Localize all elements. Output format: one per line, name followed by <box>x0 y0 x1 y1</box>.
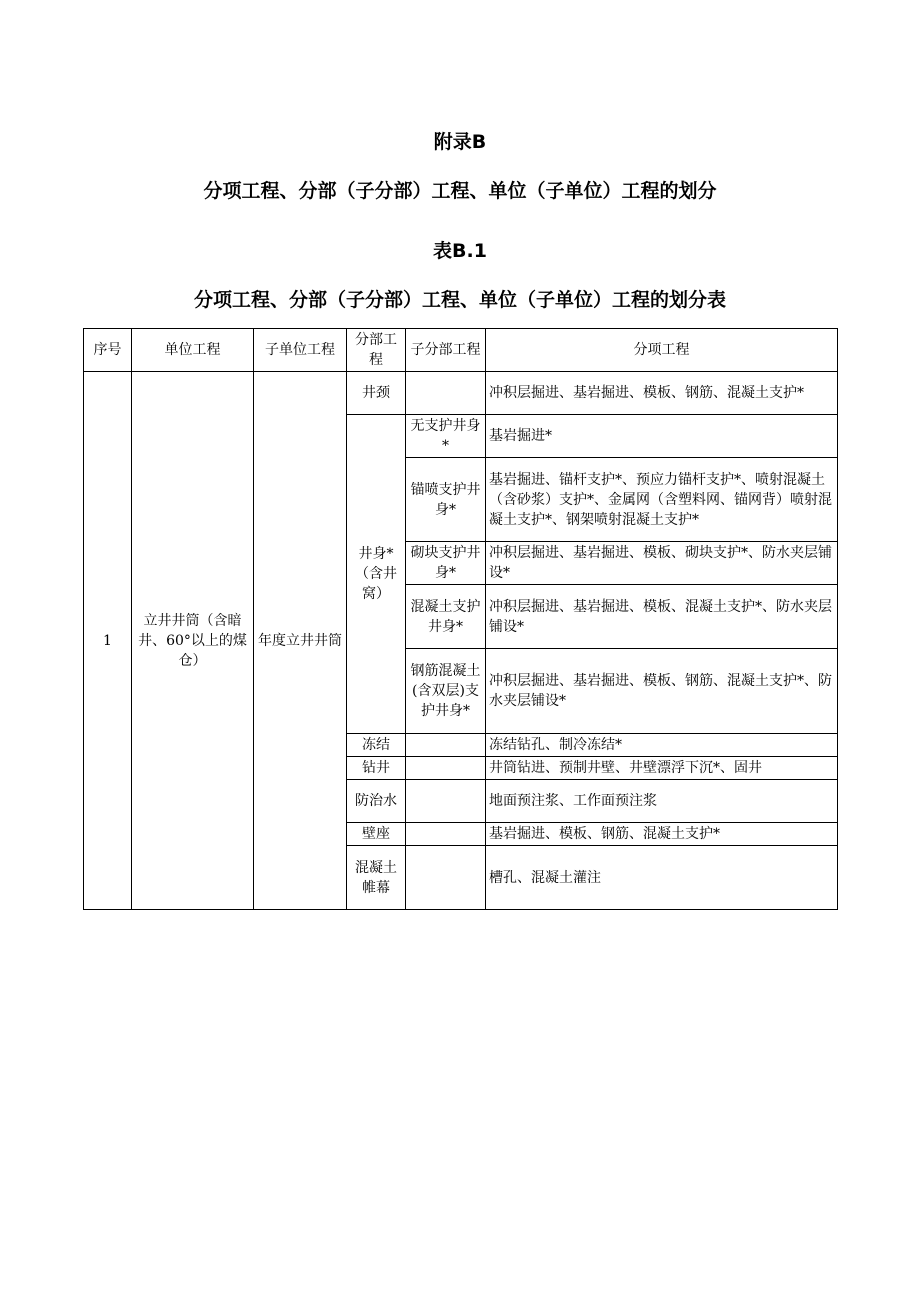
cell-sub-division <box>406 734 486 757</box>
cell-sub-division <box>406 846 486 910</box>
header-sub-division: 子分部工程 <box>406 329 486 372</box>
table-row <box>84 372 838 415</box>
cell-sub-unit: 年度立井井筒 <box>254 372 347 910</box>
appendix-heading: 附录B <box>433 131 487 153</box>
cell-sub-division: 无支护井身* <box>406 415 486 458</box>
cell-item: 槽孔、混凝土灌注 <box>486 846 838 910</box>
division-table <box>83 328 838 910</box>
cell-division: 冻结 <box>347 734 406 757</box>
cell-item: 冲积层掘进、基岩掘进、模板、混凝土支护*、防水夹层铺设* <box>486 585 838 649</box>
cell-sub-division <box>406 823 486 846</box>
cell-sub-division <box>406 780 486 823</box>
cell-sub-division: 混凝土支护井身* <box>406 585 486 649</box>
cell-item: 地面预注浆、工作面预注浆 <box>486 780 838 823</box>
cell-sub-division: 锚喷支护井身* <box>406 458 486 542</box>
cell-item: 冲积层掘进、基岩掘进、模板、钢筋、混凝土支护* <box>486 372 838 415</box>
cell-division: 井颈 <box>347 372 406 415</box>
cell-sub-division <box>406 757 486 780</box>
header-division: 分部工程 <box>347 329 406 372</box>
cell-division: 混凝土帷幕 <box>347 846 406 910</box>
header-item: 分项工程 <box>486 329 838 372</box>
cell-sub-division: 砌块支护井身* <box>406 542 486 585</box>
cell-sub-division <box>406 372 486 415</box>
cell-seq: 1 <box>84 372 132 910</box>
cell-item: 基岩掘进* <box>486 415 838 458</box>
cell-division-shaft-body: 井身*（含井窝） <box>347 415 406 734</box>
cell-item: 井筒钻进、预制井壁、井壁漂浮下沉*、固井 <box>486 757 838 780</box>
cell-item: 冲积层掘进、基岩掘进、模板、钢筋、混凝土支护*、防水夹层铺设* <box>486 649 838 734</box>
appendix-title: 分项工程、分部（子分部）工程、单位（子单位）工程的划分 <box>203 180 717 202</box>
header-sub-unit: 子单位工程 <box>254 329 347 372</box>
cell-item: 冲积层掘进、基岩掘进、模板、砌块支护*、防水夹层铺设* <box>486 542 838 585</box>
cell-unit: 立井井筒（含暗井、60°以上的煤仓） <box>132 372 254 910</box>
cell-item: 冻结钻孔、制冷冻结* <box>486 734 838 757</box>
cell-division: 壁座 <box>347 823 406 846</box>
cell-item: 基岩掘进、锚杆支护*、预应力锚杆支护*、喷射混凝土（含砂浆）支护*、金属网（含塑料网、锚网背）喷射混凝土支护*、钢架喷射混凝土支护* <box>486 458 838 542</box>
cell-item: 基岩掘进、模板、钢筋、混凝土支护* <box>486 823 838 846</box>
table-id: 表B.1 <box>433 240 487 262</box>
table-header-row <box>84 329 838 372</box>
table-title: 分项工程、分部（子分部）工程、单位（子单位）工程的划分表 <box>193 289 726 311</box>
header-unit: 单位工程 <box>132 329 254 372</box>
cell-division: 钻井 <box>347 757 406 780</box>
cell-division: 防治水 <box>347 780 406 823</box>
cell-sub-division: 钢筋混凝土(含双层)支护井身* <box>406 649 486 734</box>
header-seq: 序号 <box>84 329 132 372</box>
